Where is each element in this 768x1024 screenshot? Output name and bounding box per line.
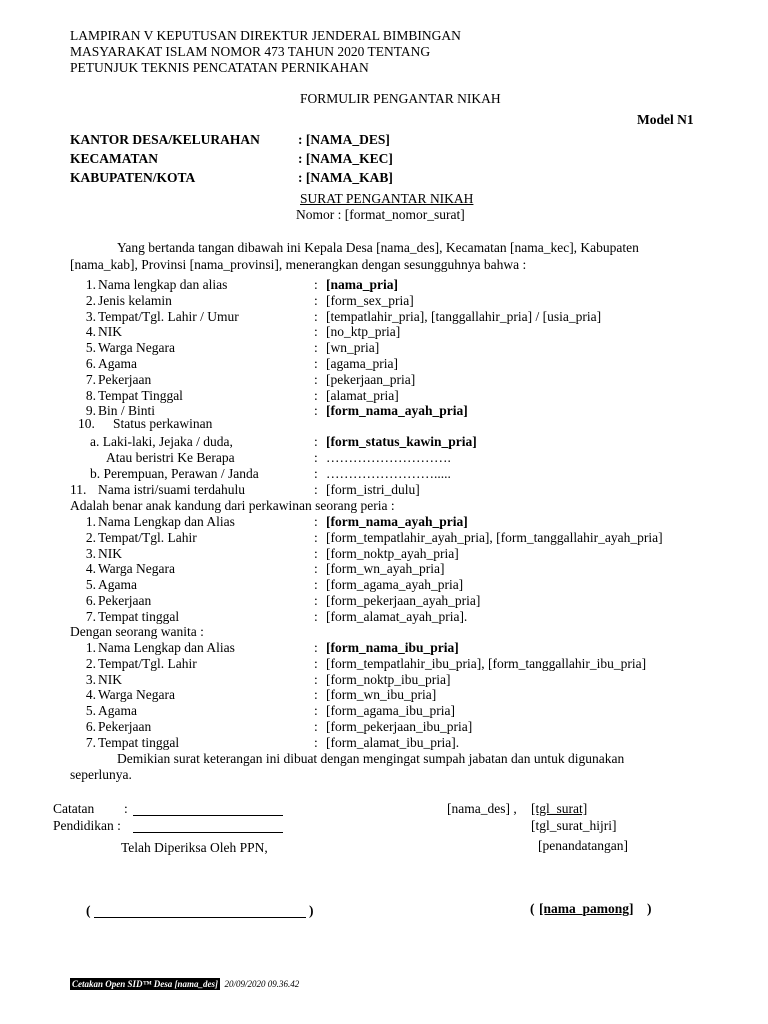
mother-field-value: [form_nama_ibu_pria] (326, 640, 459, 655)
signatory-title: [penandatangan] (538, 838, 628, 853)
letter-title: SURAT PENGANTAR NIKAH (300, 191, 474, 206)
mother-field-colon: : (314, 719, 318, 734)
status-row-a2 (0, 450, 768, 466)
checked-by-label: Telah Diperiksa Oleh PPN, (121, 840, 268, 855)
letter-number: Nomor : [format_nomor_surat] (296, 207, 465, 222)
closing-line-2: seperlunya. (70, 767, 132, 782)
mother-field-row (0, 735, 768, 751)
mother-field-colon: : (314, 687, 318, 703)
previous-spouse-number: 11. (70, 482, 87, 497)
groom-field-colon: : (314, 403, 318, 419)
mother-field-number: 2. (85, 655, 96, 671)
groom-field-label: Tempat Tinggal (98, 387, 183, 403)
mother-intro: Dengan seorang wanita : (70, 624, 204, 639)
mother-field-row (0, 640, 768, 656)
groom-field-label: Pekerjaan (98, 371, 152, 387)
groom-field-value: [tempatlahir_pria], [tanggallahir_pria] / [usia_pria] (326, 308, 602, 324)
office-label-desa: KANTOR DESA/KELURAHAN (70, 132, 260, 147)
groom-field-colon: : (314, 340, 318, 356)
father-field-row (0, 530, 768, 546)
father-field-number: 1. (85, 514, 96, 529)
status-a2-value: ………………………. (326, 450, 451, 465)
father-intro: Adalah benar anak kandung dari perkawinan seorang peria : (70, 498, 395, 513)
ppn-name-open: ( (86, 903, 91, 918)
signature-date-hijri: [tgl_surat_hijri] (531, 818, 617, 833)
groom-field-label: Jenis kelamin (98, 292, 172, 308)
previous-spouse-value: [form_istri_dulu] (326, 482, 420, 497)
previous-spouse-label: Nama istri/suami terdahulu (98, 482, 245, 497)
official-name-close: ) (647, 901, 652, 916)
groom-field-label: Agama (98, 356, 137, 371)
groom-field-row (0, 293, 768, 309)
mother-field-row (0, 719, 768, 735)
header-line-3: PETUNJUK TEKNIS PENCATATAN PERNIKAHAN (70, 60, 369, 75)
groom-field-colon: : (314, 277, 318, 292)
father-field-row (0, 514, 768, 530)
mother-field-number: 3. (85, 671, 96, 687)
groom-field-value: [agama_pria] (326, 356, 398, 371)
groom-field-value: [wn_pria] (326, 340, 380, 356)
father-field-label: Warga Negara (98, 561, 175, 577)
ppn-name-line (94, 905, 306, 918)
mother-field-value: [form_agama_ibu_pria] (326, 703, 455, 719)
header-line-1: LAMPIRAN V KEPUTUSAN DIREKTUR JENDERAL BIMBINGAN (70, 28, 461, 43)
previous-spouse-colon: : (314, 482, 318, 497)
groom-field-value: [nama_pria] (326, 277, 398, 292)
groom-field-colon: : (314, 387, 318, 403)
father-field-value: [form_pekerjaan_ayah_pria] (326, 593, 481, 608)
father-field-value: [form_nama_ayah_pria] (326, 514, 468, 529)
groom-field-number: 3. (85, 308, 96, 324)
intro-line-2: [nama_kab], Provinsi [nama_provinsi], menerangkan dengan sesungguhnya bahwa : (70, 257, 527, 272)
groom-field-colon: : (314, 324, 318, 340)
groom-field-colon: : (314, 371, 318, 387)
groom-field-number: 6. (85, 356, 96, 371)
groom-field-colon: : (314, 308, 318, 324)
father-field-colon: : (314, 514, 318, 529)
groom-field-row (0, 340, 768, 356)
groom-field-number: 8. (85, 387, 96, 403)
father-field-row (0, 546, 768, 562)
print-footer (70, 979, 299, 989)
status-a2-label: Atau beristri Ke Berapa (106, 450, 235, 465)
mother-field-colon: : (314, 671, 318, 687)
father-field-colon: : (314, 545, 318, 561)
father-field-label: Tempat tinggal (98, 608, 180, 624)
signature-date: [tgl_surat] (531, 801, 588, 816)
father-field-value: [form_alamat_ayah_pria]. (326, 608, 468, 624)
office-value-desa: : [NAMA_DES] (298, 132, 390, 147)
father-field-value: [form_tempatlahir_ayah_pria], [form_tanggallahir_ayah_pria] (326, 529, 663, 545)
mother-field-number: 4. (85, 687, 96, 703)
father-field-label: Agama (98, 577, 137, 593)
father-field-number: 6. (85, 593, 96, 608)
catatan-line (133, 803, 283, 816)
status-row-a (0, 434, 768, 450)
groom-field-value: [alamat_pria] (326, 387, 399, 403)
mother-field-label: NIK (98, 671, 122, 687)
father-field-colon: : (314, 561, 318, 577)
groom-field-colon: : (314, 292, 318, 308)
pendidikan-label: Pendidikan : (53, 818, 121, 833)
office-value-kecamatan: : [NAMA_KEC] (298, 151, 393, 166)
father-field-row (0, 561, 768, 577)
mother-field-number: 6. (85, 719, 96, 734)
mother-field-label: Tempat tinggal (98, 734, 180, 750)
father-field-label: Pekerjaan (98, 593, 152, 608)
groom-field-number: 5. (85, 340, 96, 356)
groom-field-label: Warga Negara (98, 340, 175, 356)
father-field-number: 2. (85, 529, 96, 545)
groom-field-value: [form_sex_pria] (326, 292, 414, 308)
father-field-value: [form_agama_ayah_pria] (326, 577, 464, 593)
mother-field-number: 1. (85, 640, 96, 655)
status-heading: Status perkawinan (113, 416, 213, 431)
groom-field-row (0, 388, 768, 404)
official-name: [nama_pamong] (539, 901, 634, 916)
groom-field-number: 1. (85, 277, 96, 292)
mother-field-value: [form_wn_ibu_pria] (326, 687, 437, 703)
father-field-label: Tempat/Tgl. Lahir (98, 529, 197, 545)
print-footer-tag: Cetakan Open SID™ Desa [nama_des] (72, 979, 219, 989)
mother-field-colon: : (314, 640, 318, 655)
mother-field-label: Agama (98, 703, 137, 719)
groom-field-row (0, 356, 768, 372)
form-title: FORMULIR PENGANTAR NIKAH (300, 91, 501, 106)
status-a-colon: : (314, 434, 318, 449)
groom-field-label: NIK (98, 324, 122, 340)
mother-field-label: Pekerjaan (98, 719, 152, 734)
father-field-row (0, 593, 768, 609)
groom-field-value: [pekerjaan_pria] (326, 371, 416, 387)
mother-field-value: [form_alamat_ibu_pria]. (326, 734, 460, 750)
father-field-value: [form_wn_ayah_pria] (326, 561, 445, 577)
father-field-colon: : (314, 529, 318, 545)
groom-field-number: 7. (85, 371, 96, 387)
catatan-colon: : (124, 801, 128, 816)
previous-spouse-row (0, 482, 768, 498)
print-footer-timestamp: 20/09/2020 09.36.42 (224, 979, 300, 989)
catatan-label: Catatan (53, 801, 95, 816)
father-field-number: 4. (85, 561, 96, 577)
father-field-colon: : (314, 577, 318, 593)
mother-field-label: Tempat/Tgl. Lahir (98, 655, 197, 671)
mother-field-number: 5. (85, 703, 96, 719)
groom-field-number: 9. (85, 403, 96, 419)
groom-field-value: [form_nama_ayah_pria] (326, 403, 468, 419)
groom-field-row (0, 372, 768, 388)
groom-field-colon: : (314, 356, 318, 371)
mother-field-value: [form_tempatlahir_ibu_pria], [form_tanggallahir_ibu_pria] (326, 655, 647, 671)
status-row-b (0, 466, 768, 482)
office-label-kecamatan: KECAMATAN (70, 151, 158, 166)
mother-field-row (0, 656, 768, 672)
status-a-value: [form_status_kawin_pria] (326, 434, 477, 449)
father-field-row (0, 577, 768, 593)
office-value-kabupaten: : [NAMA_KAB] (298, 170, 393, 185)
father-field-colon: : (314, 608, 318, 624)
groom-field-label: Nama lengkap dan alias (98, 277, 228, 292)
mother-field-label: Warga Negara (98, 687, 175, 703)
father-field-label: NIK (98, 545, 122, 561)
groom-field-row (0, 309, 768, 325)
model-label: Model N1 (637, 112, 694, 127)
office-label-kabupaten: KABUPATEN/KOTA (70, 170, 196, 185)
father-field-number: 3. (85, 545, 96, 561)
intro-line-1: Yang bertanda tangan dibawah ini Kepala Desa [nama_des], Kecamatan [nama_kec], Kabupaten (117, 240, 639, 255)
mother-field-colon: : (314, 734, 318, 750)
signature-place: [nama_des] , (447, 801, 517, 816)
mother-field-number: 7. (85, 734, 96, 750)
father-field-colon: : (314, 593, 318, 608)
ppn-name-close: ) (309, 903, 314, 918)
groom-field-label: Tempat/Tgl. Lahir / Umur (98, 308, 239, 324)
mother-field-value: [form_noktp_ibu_pria] (326, 671, 451, 687)
groom-field-number: 2. (85, 292, 96, 308)
mother-field-label: Nama Lengkap dan Alias (98, 640, 235, 655)
groom-field-row (0, 324, 768, 340)
pendidikan-line (133, 820, 283, 833)
groom-field-number: 4. (85, 324, 96, 340)
mother-field-colon: : (314, 655, 318, 671)
groom-field-row (0, 277, 768, 293)
status-b-value: ……………………..... (326, 466, 451, 481)
header-line-2: MASYARAKAT ISLAM NOMOR 473 TAHUN 2020 TENTANG (70, 44, 431, 59)
mother-field-row (0, 672, 768, 688)
status-b-colon: : (314, 466, 318, 481)
father-field-number: 5. (85, 577, 96, 593)
status-heading-row (0, 416, 768, 432)
father-field-number: 7. (85, 608, 96, 624)
mother-field-row (0, 687, 768, 703)
father-field-label: Nama Lengkap dan Alias (98, 514, 235, 529)
groom-field-value: [no_ktp_pria] (326, 324, 401, 340)
mother-field-row (0, 703, 768, 719)
status-a-label: a. Laki-laki, Jejaka / duda, (90, 434, 233, 449)
groom-field-label: Bin / Binti (98, 403, 156, 419)
mother-field-value: [form_pekerjaan_ibu_pria] (326, 719, 473, 734)
status-a2-colon: : (314, 450, 318, 465)
status-number: 10. (78, 416, 95, 431)
father-field-row (0, 609, 768, 625)
status-b-label: b. Perempuan, Perawan / Janda (90, 466, 259, 481)
official-name-open: ( (530, 901, 535, 916)
mother-field-colon: : (314, 703, 318, 719)
father-field-value: [form_noktp_ayah_pria] (326, 545, 459, 561)
closing-line-1: Demikian surat keterangan ini dibuat dengan mengingat sumpah jabatan dan untuk digunakan (117, 751, 625, 766)
